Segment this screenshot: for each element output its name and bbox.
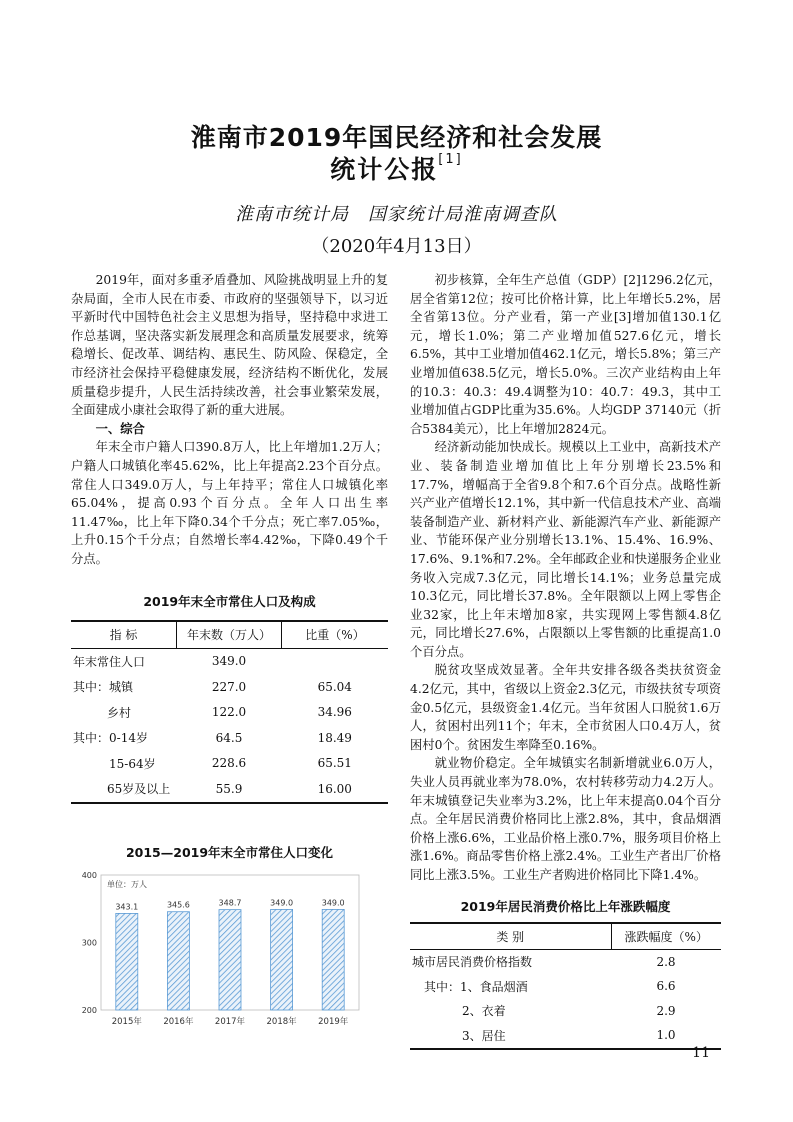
row-value: 55.9 <box>215 781 243 796</box>
poverty-paragraph: 脱贫攻坚成效显著。全年共安排各级各类扶贫资金4.2亿元，其中，省级以上资金2.3亿元，市级扶贫专项资金0.5亿元，县级资金1.4亿元。当年贫困人口脱贫1.6万人，贫困村出列11个；年末，全市贫困人口0.4万人，贫困村0个。贫困发生率降至0.16%。 <box>410 663 721 752</box>
row-share: 65.51 <box>317 756 352 771</box>
x-tick-label: 2017年 <box>214 1017 246 1027</box>
bar-value-label: 349.0 <box>270 898 294 908</box>
chart-unit-label: 单位：万人 <box>107 880 147 889</box>
row-value: 1.0 <box>656 1028 676 1043</box>
bar <box>271 909 293 1010</box>
bar-value-label: 348.7 <box>218 898 242 908</box>
row-share: 18.49 <box>317 730 352 745</box>
row-label: 年末常住人口 <box>73 654 146 669</box>
row-label: 15-64岁 <box>109 756 156 771</box>
x-tick-label: 2016年 <box>163 1017 194 1027</box>
row-label: 其中：城镇 <box>73 680 134 695</box>
row-value: 2.9 <box>656 1003 676 1018</box>
table-row <box>71 725 388 751</box>
bar-value-label: 345.6 <box>166 900 190 910</box>
bar-value-label: 343.1 <box>115 902 139 912</box>
header-share: 比重（%） <box>282 621 389 648</box>
table-header-row <box>71 621 388 648</box>
table-row <box>410 974 721 999</box>
report-title-line1: 淮南市2019年国民经济和社会发展 <box>190 123 603 152</box>
report-date: （2020年4月13日） <box>311 236 482 257</box>
row-value: 349.0 <box>211 654 247 669</box>
row-share: 16.00 <box>317 781 352 796</box>
row-value: 6.6 <box>656 979 676 994</box>
table-row <box>71 700 388 726</box>
row-label: 其中：1、食品烟酒 <box>424 979 528 994</box>
bar-value-label: 349.0 <box>321 898 345 908</box>
table-row <box>71 776 388 803</box>
pop-table-caption: 2019年末全市常住人口及构成 <box>143 594 316 609</box>
table-row <box>71 751 388 777</box>
y-tick-label: 300 <box>81 938 97 948</box>
report-author: 淮南市统计局 国家统计局淮南调查队 <box>235 204 558 225</box>
row-label: 2、衣着 <box>462 1004 506 1019</box>
bar <box>167 912 189 1010</box>
new-momentum-paragraph: 经济新动能加快成长。规模以上工业中，高新技术产业、装备制造业增加值比上年分别增长23.5%和17.7%，增幅高于全省9.8个和7.6个百分点。战略性新兴产业产值增长12.1%，其中新一代信息技术产业、高端装备制造产业、新材料产业、新能源汽车产业、新能源产业、节能环保产业分别增长13.1%、15.4%、16.9%、17.6%、9.1%和7.2%。全年邮政企业和快递服务企业业务收入完成7.3亿元，同比增长14.1%；业务总量完成10.3亿元，同比增长37.8%。全年限额以上网上零售企业32家，比上年末增加8家，共实现网上零售额4.8亿元，同比增长27.6%，占限额以上零售额的比重提高1.0个百分点。 <box>410 440 721 659</box>
chart-title: 2015—2019年末全市常住人口变化 <box>125 845 334 860</box>
left-column <box>71 271 388 569</box>
row-value: 227.0 <box>211 679 247 694</box>
population-table <box>71 620 388 804</box>
y-tick-label: 400 <box>81 871 97 880</box>
row-share: 65.04 <box>317 679 352 694</box>
chart-svg <box>71 865 366 1030</box>
header-change: 涨跌幅度（%） <box>611 923 721 949</box>
header-category: 类 别 <box>410 923 611 949</box>
row-label: 其中：0-14岁 <box>73 731 148 746</box>
x-tick-label: 2019年 <box>318 1017 349 1027</box>
header-indicator: 指 标 <box>71 621 177 648</box>
table-row <box>410 999 721 1024</box>
table-row <box>71 674 388 700</box>
row-value: 2.8 <box>656 954 676 969</box>
row-value: 64.5 <box>215 730 243 745</box>
bar <box>116 913 138 1010</box>
bar <box>322 909 344 1010</box>
employment-price-paragraph: 就业物价稳定。全年城镇实名制新增就业6.0万人，失业人员再就业率为78.0%，农村转移劳动力4.2万人。年末城镇登记失业率为3.2%，比上年末提高0.04个百分点。全年居民消费价格同比上涨2.8%，其中，食品烟酒价格上涨6.6%，工业品价格上涨0.7%，服务项目价格上涨1.6%。商品零售价格上涨2.4%。工业生产者出厂价格同比上涨3.5%。工业生产者购进价格同比下降1.4%。 <box>410 756 721 882</box>
cpi-table-caption: 2019年居民消费价格比上年涨跌幅度 <box>460 899 671 914</box>
row-value: 228.6 <box>211 756 247 771</box>
row-label: 乡村 <box>107 705 132 720</box>
table-row <box>410 1023 721 1049</box>
row-label: 城市居民消费价格指数 <box>412 955 533 970</box>
table-row <box>410 949 721 974</box>
table-header-row <box>410 923 721 949</box>
row-label: 65岁及以上 <box>107 782 171 797</box>
right-column <box>410 271 721 885</box>
row-value: 122.0 <box>211 705 247 720</box>
row-share: 34.96 <box>317 705 352 720</box>
cpi-table <box>410 922 721 1050</box>
page-number: 11 <box>692 1045 710 1061</box>
bar <box>219 910 241 1010</box>
x-tick-label: 2018年 <box>266 1017 297 1027</box>
population-bar-chart <box>71 865 366 1030</box>
x-tick-label: 2015年 <box>111 1017 142 1027</box>
intro-paragraph: 2019年，面对多重矛盾叠加、风险挑战明显上升的复杂局面，全市人民在市委、市政府的坚强领导下，以习近平新时代中国特色社会主义思想为指导，坚持稳中求进工作总基调，坚决落实新发展理念和高质量发展要求，统筹稳增长、促改革、调结构、惠民生、防风险、保稳定，全市经济社会保持平稳健康发展，经济结构不断优化，发展质量稳步提升，人民生活持续改善，社会事业繁荣发展，全面建成小康社会取得了新的重大进展。 <box>71 273 388 418</box>
title-text: 统计公报 <box>330 155 439 184</box>
overview-paragraph: 年末全市户籍人口390.8万人，比上年增加1.2万人；户籍人口城镇化率45.62%，比上年提高2.23个百分点。常住人口349.0万人，与上年持平；常住人口城镇化率65.04%，提高0.93个百分点。全年人口出生率11.47‰，比上年下降0.34个千分点；死亡率7.05‰，上升0.15个千分点；自然增长率4.42‰，下降0.49个千分点。 <box>71 440 388 566</box>
title-footnote-marker[interactable]: [1] <box>438 152 463 167</box>
section-heading-overview: 一、综合 <box>95 420 145 436</box>
y-tick-label: 200 <box>81 1006 97 1015</box>
row-label: 3、居住 <box>462 1028 506 1043</box>
report-title-line2 <box>0 150 793 186</box>
table-row <box>71 648 388 674</box>
row-share <box>282 648 389 674</box>
gdp-paragraph: 初步核算，全年生产总值（GDP）[2]1296.2亿元，居全省第12位；按可比价格计算，比上年增长5.2%，居全省第13位。分产业看，第一产业[3]增加值130.1亿元，增长1.0%；第二产业增加值527.6亿元，增长6.5%，其中工业增加值462.1亿元，增长5.8%；第三产业增加值638.5亿元，增长5.0%。三次产业结构由上年的10.3：40.3：49.4调整为10：40.7：49.3，其中工业增加值占GDP比重为35.6%。人均GDP 37140元（折合5384美元），比上年增加2824元。 <box>410 273 721 436</box>
header-year-end: 年末数（万人） <box>177 621 282 648</box>
